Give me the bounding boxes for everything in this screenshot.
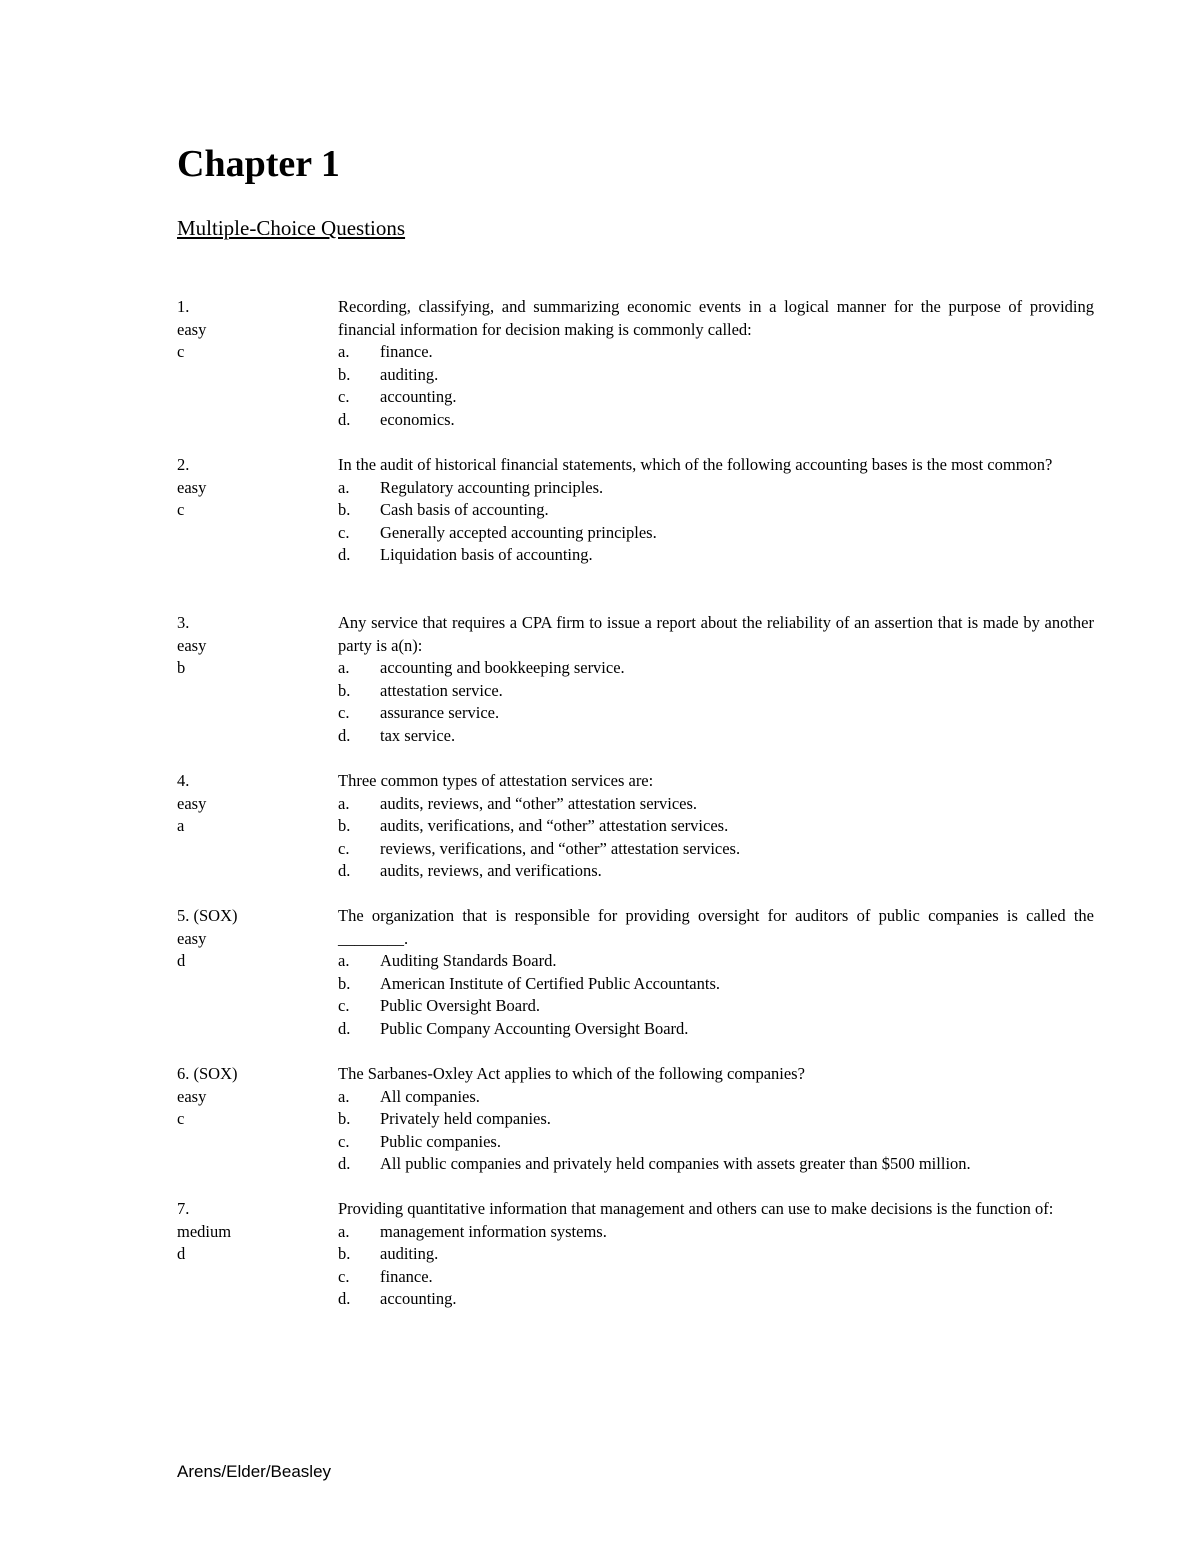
question-2 — [177, 454, 1097, 612]
option-text: Auditing Standards Board. — [380, 951, 557, 971]
option-letter: d. — [338, 1289, 351, 1309]
option-letter: c. — [338, 387, 350, 407]
option-a — [338, 1221, 1094, 1244]
question-meta — [177, 770, 327, 838]
option-d — [338, 860, 1094, 883]
question-stem: Any service that requires a CPA firm to issue a report about the reliability of an assertion that is made by another party is a(n): — [338, 613, 1094, 655]
question-meta — [177, 905, 327, 973]
option-b — [338, 973, 1094, 996]
option-a — [338, 477, 1094, 500]
option-text: Regulatory accounting principles. — [380, 477, 604, 497]
option-a — [338, 657, 1094, 680]
option-letter: a. — [338, 477, 350, 497]
option-letter: b. — [338, 680, 351, 700]
option-b — [338, 364, 1094, 387]
option-letter: b. — [338, 973, 351, 993]
option-letter: a. — [338, 1086, 350, 1106]
question-answer: d — [177, 951, 186, 971]
section-title: Multiple-Choice Questions — [177, 216, 406, 240]
option-letter: c. — [338, 838, 350, 858]
option-a — [338, 793, 1094, 816]
option-text: management information systems. — [380, 1221, 607, 1241]
option-letter: b. — [338, 816, 351, 836]
option-letter: a. — [338, 1221, 350, 1241]
question-body — [338, 612, 1094, 748]
option-text: economics. — [380, 409, 455, 429]
option-text: reviews, verifications, and “other” attestation services. — [380, 838, 741, 858]
option-text: Cash basis of accounting. — [380, 500, 549, 520]
option-c — [338, 1131, 1094, 1154]
option-letter: c. — [338, 1266, 350, 1286]
option-text: auditing. — [380, 1244, 439, 1264]
option-b — [338, 1108, 1094, 1131]
option-text: accounting and bookkeeping service. — [380, 658, 625, 678]
option-letter: b. — [338, 364, 351, 384]
question-difficulty: easy — [177, 319, 207, 339]
option-d — [338, 725, 1094, 748]
question-number: 4. — [177, 771, 190, 790]
question-answer: c — [177, 500, 185, 520]
option-letter: c. — [338, 996, 350, 1016]
option-letter: b. — [338, 1109, 351, 1129]
option-text: audits, reviews, and “other” attestation services. — [380, 793, 698, 813]
question-body — [338, 454, 1094, 567]
question-number: 5. (SOX) — [177, 906, 238, 925]
footer-authors: Arens/Elder/Beasley — [177, 1462, 332, 1481]
option-text: audits, reviews, and verifications. — [380, 861, 602, 881]
option-c — [338, 838, 1094, 861]
question-body — [338, 296, 1094, 432]
option-text: Liquidation basis of accounting. — [380, 545, 593, 565]
question-number: 1. — [177, 297, 190, 316]
question-body — [338, 1198, 1094, 1311]
option-text: Public companies. — [380, 1131, 501, 1151]
option-c — [338, 522, 1094, 545]
option-d — [338, 1288, 1094, 1311]
question-number: 7. — [177, 1199, 190, 1218]
question-body — [338, 1063, 1094, 1176]
question-stem: Recording, classifying, and summarizing economic events in a logical manner for the purpose of providing financial information for decision making is commonly called: — [338, 297, 1094, 339]
chapter-title: Chapter 1 — [177, 143, 340, 185]
option-c — [338, 702, 1094, 725]
question-1 — [177, 296, 1097, 454]
option-letter: a. — [338, 793, 350, 813]
question-4 — [177, 770, 1097, 905]
question-difficulty: easy — [177, 793, 207, 813]
option-text: Public Company Accounting Oversight Board. — [380, 1018, 689, 1038]
option-letter: d. — [338, 545, 351, 565]
question-difficulty: easy — [177, 928, 207, 948]
option-c — [338, 995, 1094, 1018]
option-letter: c. — [338, 522, 350, 542]
option-a — [338, 1086, 1094, 1109]
option-letter: b. — [338, 1244, 351, 1264]
option-letter: a. — [338, 342, 350, 362]
option-text: accounting. — [380, 387, 457, 407]
question-answer: c — [177, 1109, 185, 1129]
option-letter: b. — [338, 500, 351, 520]
question-3 — [177, 612, 1097, 770]
question-answer: d — [177, 1244, 186, 1264]
question-meta — [177, 296, 327, 364]
option-c — [338, 1266, 1094, 1289]
option-text: Public Oversight Board. — [380, 996, 540, 1016]
option-text: All public companies and privately held companies with assets greater than $500 million. — [380, 1154, 971, 1174]
option-text: Privately held companies. — [380, 1109, 551, 1129]
option-text: audits, verifications, and “other” attestation services. — [380, 816, 729, 836]
option-letter: d. — [338, 1154, 351, 1174]
question-5 — [177, 905, 1097, 1063]
question-difficulty: easy — [177, 1086, 207, 1106]
option-text: accounting. — [380, 1289, 457, 1309]
option-text: Generally accepted accounting principles. — [380, 522, 657, 542]
question-difficulty: medium — [177, 1221, 232, 1241]
option-text: assurance service. — [380, 703, 500, 723]
question-answer: b — [177, 658, 186, 678]
option-text: auditing. — [380, 364, 439, 384]
question-answer: c — [177, 342, 185, 362]
question-stem: The organization that is responsible for providing oversight for auditors of public companies is called the ________. — [338, 906, 1094, 948]
question-meta — [177, 612, 327, 680]
option-d — [338, 544, 1094, 567]
question-body — [338, 770, 1094, 883]
option-text: attestation service. — [380, 680, 503, 700]
question-6 — [177, 1063, 1097, 1198]
option-letter: c. — [338, 1131, 350, 1151]
question-meta — [177, 454, 327, 522]
option-a — [338, 950, 1094, 973]
question-answer: a — [177, 816, 185, 836]
option-letter: a. — [338, 951, 350, 971]
question-body — [338, 905, 1094, 1041]
option-d — [338, 1018, 1094, 1041]
option-d — [338, 1153, 1094, 1176]
question-number: 6. (SOX) — [177, 1064, 238, 1083]
question-difficulty: easy — [177, 635, 207, 655]
question-stem: In the audit of historical financial statements, which of the following accounting bases is the most common? — [338, 455, 1053, 474]
option-letter: d. — [338, 725, 351, 745]
question-number: 2. — [177, 455, 190, 474]
question-meta — [177, 1198, 327, 1266]
option-text: American Institute of Certified Public Accountants. — [380, 973, 720, 993]
option-b — [338, 680, 1094, 703]
option-text: tax service. — [380, 725, 456, 745]
option-c — [338, 386, 1094, 409]
question-meta — [177, 1063, 327, 1131]
option-letter: d. — [338, 861, 351, 881]
option-letter: a. — [338, 658, 350, 678]
question-difficulty: easy — [177, 477, 207, 497]
question-stem: The Sarbanes-Oxley Act applies to which of the following companies? — [338, 1064, 805, 1083]
option-b — [338, 499, 1094, 522]
option-b — [338, 1243, 1094, 1266]
question-list — [177, 296, 1097, 1356]
option-letter: d. — [338, 1018, 351, 1038]
option-b — [338, 815, 1094, 838]
option-text: All companies. — [380, 1086, 480, 1106]
question-7 — [177, 1198, 1097, 1356]
option-a — [338, 341, 1094, 364]
option-letter: d. — [338, 409, 351, 429]
question-stem: Three common types of attestation services are: — [338, 771, 654, 790]
option-d — [338, 409, 1094, 432]
question-stem: Providing quantitative information that management and others can use to make decisions is the function of: — [338, 1199, 1054, 1218]
question-number: 3. — [177, 613, 190, 632]
option-text: finance. — [380, 342, 433, 362]
option-letter: c. — [338, 703, 350, 723]
option-text: finance. — [380, 1266, 433, 1286]
